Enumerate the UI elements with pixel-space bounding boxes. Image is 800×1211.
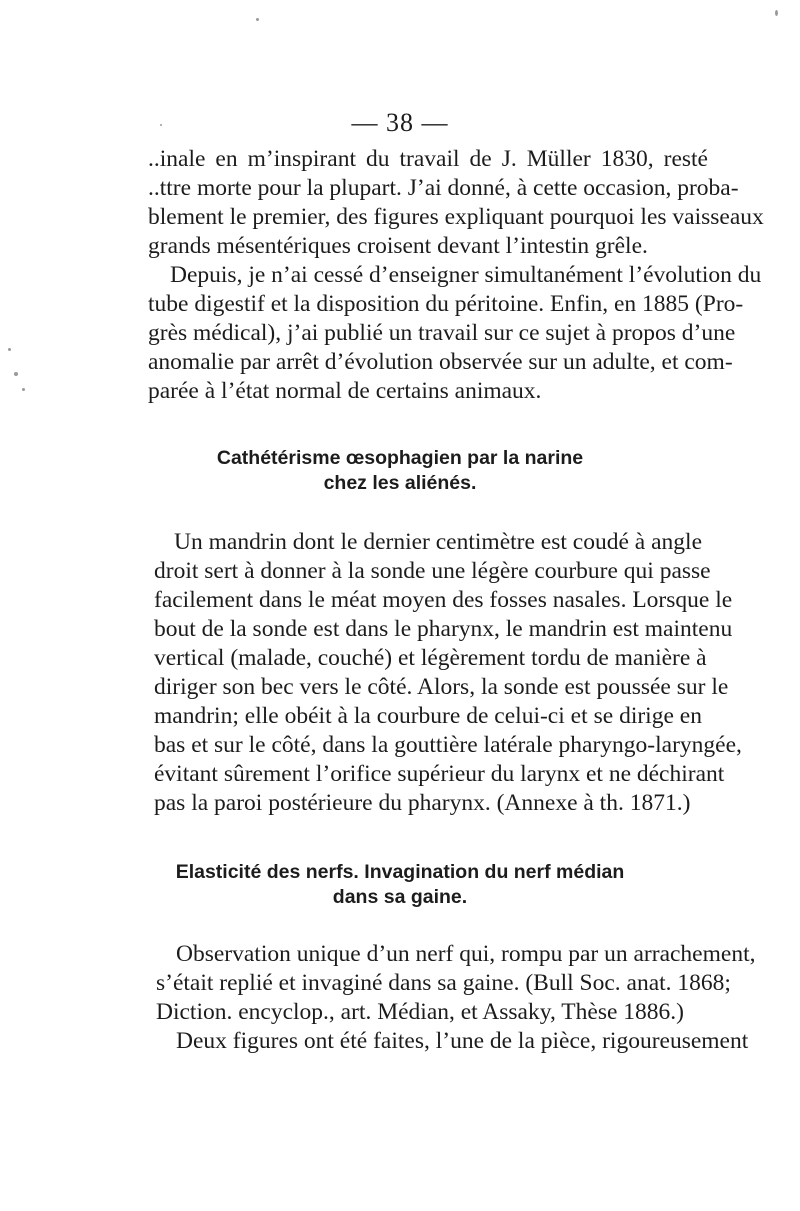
text-line: Observation unique d’un nerf qui, rompu par un arrachement,: [176, 941, 756, 967]
text-line: blement le premier, des figures expliquant pourquoi les vaisseaux: [148, 204, 764, 230]
text-line: Deux figures ont été faites, l’une de la pièce, rigoureusement: [176, 1028, 749, 1054]
heading-line: chez les aliénés.: [323, 472, 477, 494]
text-line: évitant sûrement l’orifice supérieur du larynx et ne déchirant: [154, 761, 725, 787]
scan-speck: [22, 388, 25, 391]
text-line: anomalie par arrêt d’évolution observée sur un adulte, et com-: [148, 349, 733, 375]
text-line: grands mésentériques croisent devant l’intestin grêle.: [148, 233, 648, 259]
heading-line: Elasticité des nerfs. Invagination du nerf médian: [175, 861, 625, 883]
text-line: s’était replié et invaginé dans sa gaine. (Bull Soc. anat. 1868;: [156, 970, 731, 996]
section-heading-elasticite: [0, 860, 800, 910]
scan-speck: [160, 124, 162, 126]
text-line: Un mandrin dont le dernier centimètre est coudé à angle: [174, 529, 702, 555]
heading-line: Cathétérisme œsophagien par la narine: [216, 447, 584, 469]
text-line: ..inale en m’inspirant du travail de J. Müller 1830, resté: [148, 146, 708, 172]
section2-text: [156, 940, 756, 1056]
scan-speck: [256, 18, 259, 21]
text-line: tube digestif et la disposition du péritoine. Enfin, en 1885 (Pro-: [148, 291, 744, 317]
text-line: pas la paroi postérieure du pharynx. (Annexe à th. 1871.): [154, 790, 691, 816]
text-line: vertical (malade, couché) et légèrement tordu de manière à: [154, 645, 707, 671]
scan-speck: [775, 10, 778, 16]
text-line: diriger son bec vers le côté. Alors, la sonde est poussée sur le: [154, 674, 729, 700]
text-line: bas et sur le côté, dans la gouttière latérale pharyngo-laryngée,: [154, 732, 742, 758]
text-line: bout de la sonde est dans le pharynx, le mandrin est maintenu: [154, 616, 733, 642]
text-line: droit sert à donner à la sonde une légère courbure qui passe: [154, 558, 711, 584]
scan-speck: [14, 372, 18, 376]
section-heading-catheterisme: [0, 446, 800, 496]
text-line: Depuis, je n’ai cessé d’enseigner simultanément l’évolution du: [170, 262, 762, 288]
text-line: facilement dans le méat moyen des fosses nasales. Lorsque le: [154, 587, 733, 613]
page-number: — 38 —: [351, 108, 449, 137]
intro-text: [148, 145, 764, 406]
scan-speck: [8, 348, 11, 351]
heading-line: dans sa gaine.: [332, 886, 468, 908]
text-line: Diction. encyclop., art. Médian, et Assaky, Thèse 1886.): [156, 999, 684, 1025]
text-line: parée à l’état normal de certains animaux.: [148, 378, 542, 404]
section1-text: [154, 528, 742, 818]
text-line: mandrin; elle obéit à la courbure de celui-ci et se dirige en: [154, 703, 702, 729]
text-line: ..ttre morte pour la plupart. J’ai donné, à cette occasion, proba-: [148, 175, 739, 201]
text-line: grès médical), j’ai publié un travail sur ce sujet à propos d’une: [148, 320, 736, 346]
